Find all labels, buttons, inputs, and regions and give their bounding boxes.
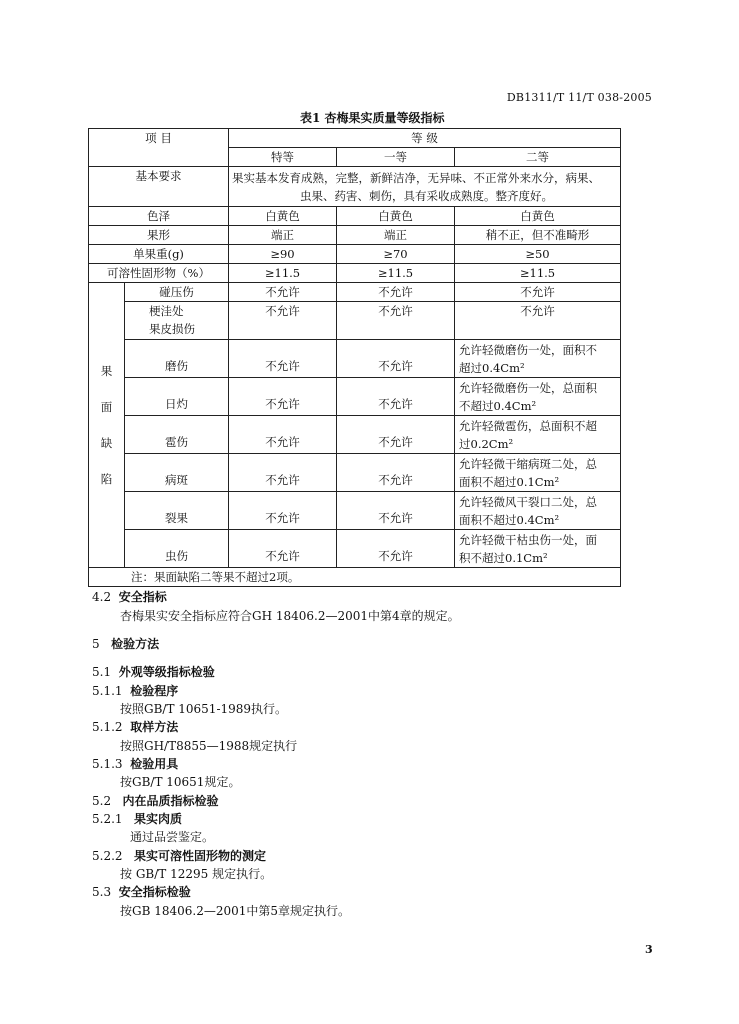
table-row — [89, 264, 621, 283]
page-number: 3 — [645, 943, 653, 956]
cell: 白黄色 — [229, 207, 337, 226]
cell: 不允许 — [455, 302, 621, 340]
section-title: 检验程序 — [130, 684, 179, 698]
cell: 允许轻微磨伤一处，总面积 不超过0.4Cm² — [455, 378, 621, 416]
section-title: 外观等级指标检验 — [118, 665, 215, 679]
section-number: 5.1.3 — [92, 757, 123, 771]
cell: 不允许 — [229, 492, 337, 530]
cell: 不允许 — [337, 416, 455, 454]
cell: 允许轻微雹伤，总面积不超 过0.2Cm² — [455, 416, 621, 454]
basic-text-line: 虫果、药害、刺伤，具有采收成熟度。整齐度好。 — [300, 188, 553, 203]
section-title: 安全指标检验 — [118, 885, 191, 899]
basic-label: 基本要求 — [89, 167, 229, 207]
section-title: 检验用具 — [130, 757, 179, 771]
cell: 允许轻微干枯虫伤一处，面 积不超过0.1Cm² — [455, 530, 621, 568]
cell: ≥90 — [229, 245, 337, 264]
paragraph: 按GB 18406.2—2001中第5章规定执行。 — [120, 904, 351, 918]
cell: 不允许 — [337, 378, 455, 416]
basic-requirement-row — [89, 167, 621, 207]
cell: 白黄色 — [337, 207, 455, 226]
basic-text-line: 果实基本发育成熟，完整，新鲜洁净，无异味、不正常外来水分，病果、 — [232, 170, 600, 185]
grade-table — [88, 128, 621, 587]
cell: ≥70 — [337, 245, 455, 264]
defect-label: 雹伤 — [125, 416, 229, 454]
cell: 稍不正，但不准畸形 — [455, 226, 621, 245]
section-title: 安全指标 — [118, 590, 167, 604]
row-label: 可溶性固形物（%） — [89, 264, 229, 283]
cell: 端正 — [229, 226, 337, 245]
defect-label: 磨伤 — [125, 340, 229, 378]
cell: 允许轻微磨伤一处，面积不 超过0.4Cm² — [455, 340, 621, 378]
table-header-row — [89, 129, 621, 148]
cell: ≥11.5 — [229, 264, 337, 283]
defect-row — [89, 302, 621, 340]
defect-row — [89, 454, 621, 492]
cell: 不允许 — [229, 416, 337, 454]
section-heading — [92, 635, 159, 652]
section-number: 5.1.1 — [92, 684, 123, 698]
table-row — [89, 207, 621, 226]
section-heading — [92, 792, 219, 809]
section-number: 5.2.2 — [92, 849, 123, 863]
defect-row — [89, 416, 621, 454]
defect-row — [89, 492, 621, 530]
section-heading — [92, 718, 178, 735]
paragraph: 按 GB/T 12295 规定执行。 — [120, 867, 273, 881]
section-title: 果实肉质 — [134, 812, 183, 826]
defect-label: 裂果 — [125, 492, 229, 530]
cell: 不允许 — [229, 530, 337, 568]
row-label: 果形 — [89, 226, 229, 245]
section-heading — [92, 663, 215, 680]
cell: 不允许 — [337, 454, 455, 492]
paragraph: 按照GB/T 10651-1989执行。 — [120, 702, 288, 716]
defect-label: 日灼 — [125, 378, 229, 416]
basic-text — [229, 167, 621, 207]
defect-row — [89, 378, 621, 416]
cell: 允许轻微风干裂口二处，总 面积不超过0.4Cm² — [455, 492, 621, 530]
cell: 允许轻微干缩病斑二处，总 面积不超过0.1Cm² — [455, 454, 621, 492]
cell: 不允许 — [337, 530, 455, 568]
document-id: DB1311/T 11/T 038-2005 — [506, 91, 652, 104]
cell: ≥11.5 — [337, 264, 455, 283]
section-number: 5.2.1 — [92, 812, 123, 826]
section-title: 内在品质指标检验 — [122, 794, 219, 808]
cell: 不允许 — [229, 340, 337, 378]
grade-name: 特等 — [229, 148, 337, 167]
table-row — [89, 245, 621, 264]
header-grade: 等 级 — [229, 129, 621, 148]
cell: 不允许 — [229, 302, 337, 340]
section-heading — [92, 588, 167, 605]
section-title: 取样方法 — [130, 720, 179, 734]
section-heading — [92, 755, 178, 772]
grade-name: 一等 — [337, 148, 455, 167]
defect-row — [89, 283, 621, 302]
paragraph: 按GB/T 10651规定。 — [120, 775, 241, 789]
cell: 不允许 — [337, 283, 455, 302]
table-row — [89, 226, 621, 245]
defect-label: 梗洼处 果皮损伤 — [125, 302, 229, 340]
section-number: 5.1.2 — [92, 720, 123, 734]
cell: ≥50 — [455, 245, 621, 264]
defect-label: 碰压伤 — [125, 283, 229, 302]
cell: 不允许 — [229, 454, 337, 492]
row-label: 单果重(g) — [89, 245, 229, 264]
section-heading — [92, 682, 178, 699]
section-heading — [92, 883, 191, 900]
cell: 不允许 — [337, 492, 455, 530]
section-heading — [92, 847, 266, 864]
section-heading — [92, 810, 182, 827]
section-number: 5.1 — [92, 665, 112, 679]
cell: 不允许 — [337, 302, 455, 340]
table-note: 注：果面缺陷二等果不超过2项。 — [89, 568, 621, 587]
cell: 端正 — [337, 226, 455, 245]
section-title: 检验方法 — [111, 637, 160, 651]
defect-row — [89, 530, 621, 568]
table-caption: 表1 杏梅果实质量等级指标 — [300, 111, 445, 125]
cell: 白黄色 — [455, 207, 621, 226]
header-item: 项 目 — [89, 129, 229, 167]
cell: ≥11.5 — [455, 264, 621, 283]
paragraph: 通过品尝鉴定。 — [130, 830, 215, 844]
section-number: 4.2 — [92, 590, 112, 604]
row-label: 色泽 — [89, 207, 229, 226]
defect-row — [89, 340, 621, 378]
paragraph: 杏梅果实安全指标应符合GH 18406.2—2001中第4章的规定。 — [120, 609, 460, 623]
section-number: 5 — [92, 637, 100, 651]
section-title: 果实可溶性固形物的测定 — [134, 849, 267, 863]
cell: 不允许 — [229, 283, 337, 302]
cell: 不允许 — [229, 378, 337, 416]
defect-label: 虫伤 — [125, 530, 229, 568]
paragraph: 按照GH/T8855—1988规定执行 — [120, 739, 298, 753]
section-number: 5.3 — [92, 885, 112, 899]
note-row — [89, 568, 621, 587]
defect-label: 病斑 — [125, 454, 229, 492]
section-number: 5.2 — [92, 794, 112, 808]
grade-name: 二等 — [455, 148, 621, 167]
cell: 不允许 — [455, 283, 621, 302]
cell: 不允许 — [337, 340, 455, 378]
defect-group-label: 果 面 缺 陷 — [89, 283, 125, 568]
